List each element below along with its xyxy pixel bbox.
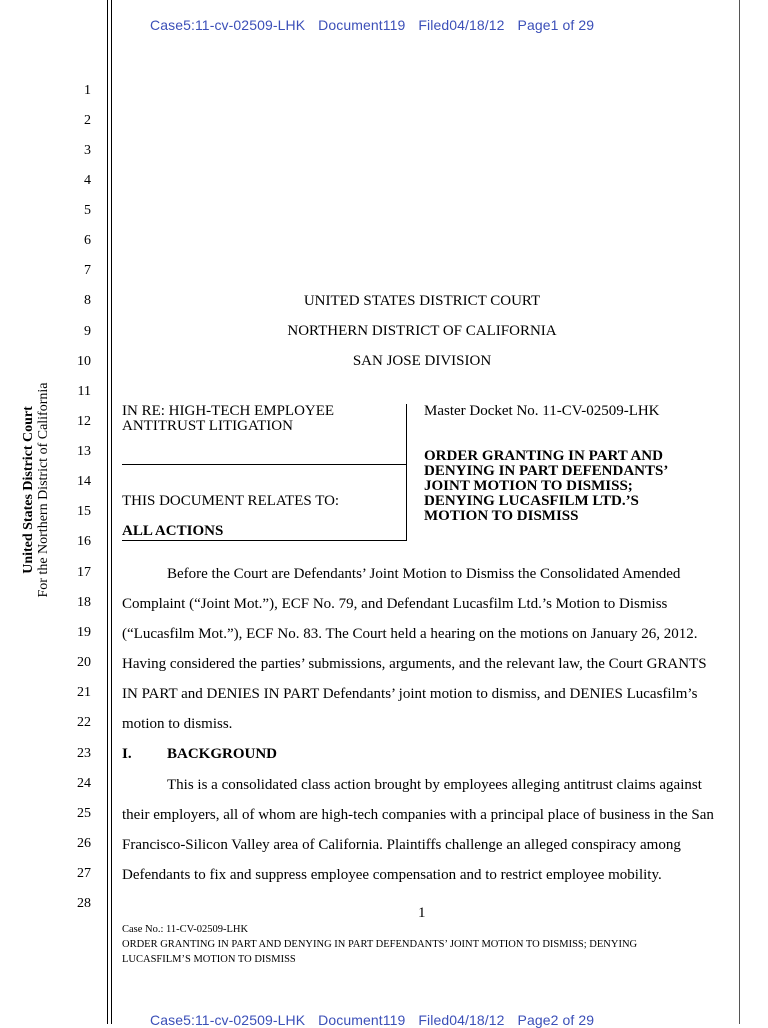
side-label-court: United States District Court [21, 406, 36, 574]
body-line: Defendants to fix and suppress employee compensation and to restrict employee mobility. [122, 867, 662, 883]
line-number: 9 [84, 324, 91, 339]
ecf-page-count: Page1 of 29 [517, 17, 595, 33]
ecf-header [150, 17, 603, 33]
ecf-document-number: Document119 [318, 1012, 406, 1028]
line-number: 19 [77, 625, 91, 640]
ecf-case-number: Case5:11-cv-02509-LHK [150, 17, 306, 33]
left-margin-rule-outer [107, 0, 108, 1024]
page-number: 1 [418, 905, 426, 921]
body-line: Francisco-Silicon Valley area of California. Plaintiffs challenge an alleged conspiracy among [122, 837, 681, 853]
caption-divider [122, 464, 407, 465]
ecf-case-number: Case5:11-cv-02509-LHK [150, 1012, 306, 1028]
line-number: 25 [77, 806, 91, 821]
caption-vertical-rule [406, 404, 407, 541]
ecf-document-number: Document119 [318, 17, 406, 33]
line-number: 10 [77, 354, 91, 369]
court-name: UNITED STATES DISTRICT COURT [303, 293, 541, 309]
section-heading: BACKGROUND [167, 746, 278, 762]
body-line: Having considered the parties’ submissions, arguments, and the relevant law, the Court GRANTS [122, 656, 707, 672]
caption-bottom-rule [122, 540, 407, 541]
right-margin-rule [739, 0, 740, 1024]
line-number: 7 [84, 263, 91, 278]
court-division: SAN JOSE DIVISION [352, 353, 492, 369]
line-number: 2 [84, 113, 91, 128]
order-title-line: DENYING LUCASFILM LTD.’S [424, 493, 639, 509]
line-number: 13 [77, 444, 91, 459]
line-number: 4 [84, 173, 91, 188]
footer-title-line2: LUCASFILM’S MOTION TO DISMISS [122, 954, 296, 965]
caption-in-re [122, 404, 334, 434]
order-title-line: MOTION TO DISMISS [424, 508, 579, 524]
line-number: 3 [84, 143, 91, 158]
line-number: 24 [77, 776, 91, 791]
line-number: 22 [77, 715, 91, 730]
court-district: NORTHERN DISTRICT OF CALIFORNIA [287, 323, 557, 339]
body-line: (“Lucasfilm Mot.”), ECF No. 83. The Court held a hearing on the motions on January 26, 2012. [122, 626, 698, 642]
body-line: Complaint (“Joint Mot.”), ECF No. 79, and Defendant Lucasfilm Ltd.’s Motion to Dismiss [122, 596, 668, 612]
line-number: 17 [77, 565, 91, 580]
left-margin-rule-inner [111, 0, 112, 1024]
line-number: 23 [77, 746, 91, 761]
line-number: 27 [77, 866, 91, 881]
line-number: 26 [77, 836, 91, 851]
side-label-district: For the Northern District of California [36, 382, 51, 598]
line-number: 8 [84, 293, 91, 308]
line-number: 18 [77, 595, 91, 610]
ecf-filed-date: Filed04/18/12 [418, 1012, 505, 1028]
ecf-filed-date: Filed04/18/12 [418, 17, 505, 33]
line-number: 14 [77, 474, 91, 489]
body-line: motion to dismiss. [122, 716, 233, 732]
ecf-page-count: Page2 of 29 [517, 1012, 595, 1028]
line-number: 11 [77, 384, 91, 399]
footer-case-number: Case No.: 11-CV-02509-LHK [122, 924, 249, 935]
body-line: IN PART and DENIES IN PART Defendants’ joint motion to dismiss, and DENIES Lucasfilm’s [122, 686, 698, 702]
line-number: 6 [84, 233, 91, 248]
master-docket-number: Master Docket No. 11-CV-02509-LHK [424, 403, 660, 419]
caption-in-re-line2: ANTITRUST LITIGATION [122, 418, 293, 434]
order-title [424, 449, 668, 524]
line-number: 28 [77, 896, 91, 911]
line-number: 16 [77, 534, 91, 549]
line-number: 5 [84, 203, 91, 218]
body-line: Before the Court are Defendants’ Joint Motion to Dismiss the Consolidated Amended [167, 566, 681, 582]
line-number: 1 [84, 83, 91, 98]
section-number: I. [122, 746, 132, 762]
footer-title-line1: ORDER GRANTING IN PART AND DENYING IN PART DEFENDANTS’ JOINT MOTION TO DISMISS; DENYING [122, 939, 638, 950]
line-number: 12 [77, 414, 91, 429]
body-line: their employers, all of whom are high-tech companies with a principal place of business in the San [122, 807, 714, 823]
order-title-line: DENYING IN PART DEFENDANTS’ [424, 463, 669, 479]
body-line: This is a consolidated class action brought by employees alleging antitrust claims against [167, 777, 702, 793]
line-number: 21 [77, 685, 91, 700]
order-title-line: ORDER GRANTING IN PART AND [424, 448, 663, 464]
line-number: 15 [77, 504, 91, 519]
caption-relates-to: THIS DOCUMENT RELATES TO: [122, 493, 340, 509]
line-number: 20 [77, 655, 91, 670]
caption-in-re-line1: IN RE: HIGH-TECH EMPLOYEE [122, 403, 335, 419]
ecf-header-next-page [150, 1012, 603, 1028]
order-title-line: JOINT MOTION TO DISMISS; [424, 478, 633, 494]
caption-all-actions: ALL ACTIONS [122, 523, 224, 539]
